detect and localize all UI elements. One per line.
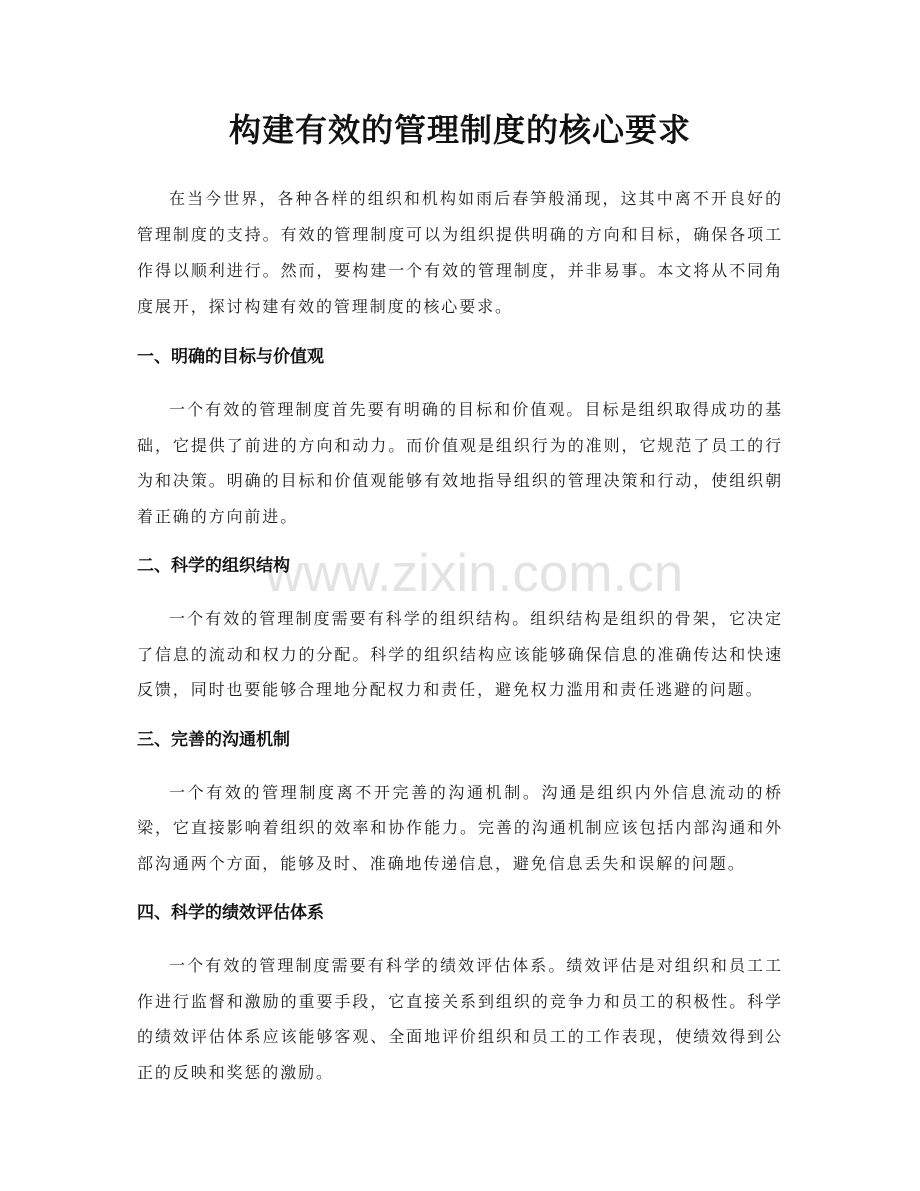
section-heading-performance: 四、科学的绩效评估体系: [137, 903, 324, 923]
document-title: 构建有效的管理制度的核心要求: [228, 111, 691, 149]
section-body-communication: 一个有效的管理制度离不开完善的沟通机制。沟通是组织内外信息流动的桥梁，它直接影响着组织的效率和协作能力。完善的沟通机制应该包括内部沟通和外部沟通两个方面，能够及时、准确地传递信息，避免信息丢失和误解的问题。: [137, 782, 783, 873]
section-body-org-structure: 一个有效的管理制度需要有科学的组织结构。组织结构是组织的骨架，它决定了信息的流动和权力的分配。科学的组织结构应该能够确保信息的准确传达和快速反馈，同时也要能够合理地分配权力和责任，避免权力滥用和责任逃避的问题。: [137, 609, 783, 699]
watermark: www.zixin.com.cn: [265, 544, 684, 603]
section-body-performance: 一个有效的管理制度需要有科学的绩效评估体系。绩效评估是对组织和员工工作进行监督和激励的重要手段，它直接关系到组织的竞争力和员工的积极性。科学的绩效评估体系应该能够客观、全面地评价组织和员工的工作表现，使绩效得到公正的反映和奖惩的激励。: [137, 956, 783, 1082]
section-heading-org-structure: 二、科学的组织结构: [137, 556, 290, 576]
intro-paragraph: 在当今世界，各种各样的组织和机构如雨后春笋般涌现，这其中离不开良好的管理制度的支持。有效的管理制度可以为组织提供明确的方向和目标，确保各项工作得以顺利进行。然而，要构建一个有效的管理制度，并非易事。本文将从不同角度展开，探讨构建有效的管理制度的核心要求。: [137, 189, 783, 316]
section-body-goals-values: 一个有效的管理制度首先要有明确的目标和价值观。目标是组织取得成功的基础，它提供了前进的方向和动力。而价值观是组织行为的准则，它规范了员工的行为和决策。明确的目标和价值观能够有效地指导组织的管理决策和行动，使组织朝着正确的方向前进。: [137, 400, 783, 526]
section-heading-communication: 三、完善的沟通机制: [137, 729, 290, 750]
section-heading-goals-values: 一、明确的目标与价值观: [137, 347, 324, 367]
document-content: [137, 110, 783, 1090]
